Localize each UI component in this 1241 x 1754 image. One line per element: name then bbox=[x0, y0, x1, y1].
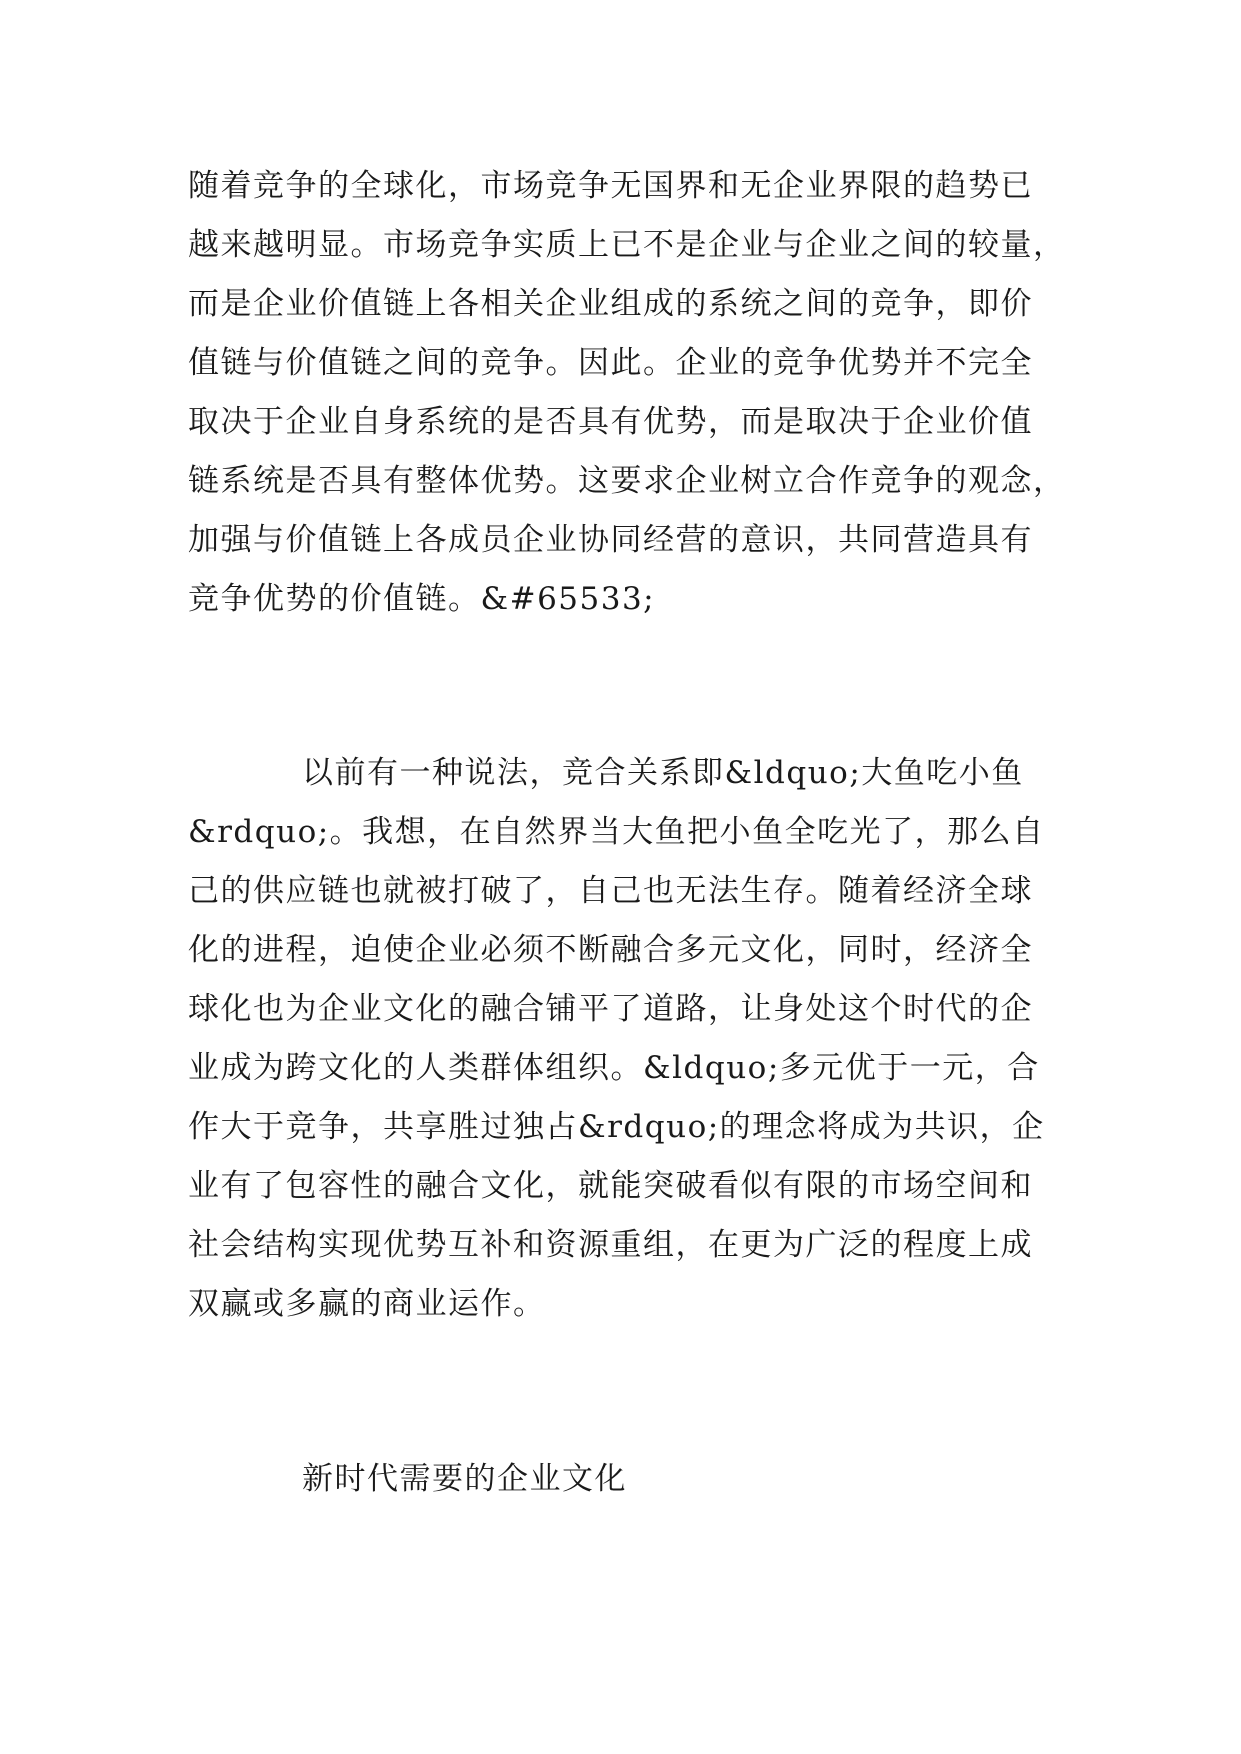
paragraph-2-line: 以前有一种说法，竞合关系即&ldquo;大鱼吃小鱼 bbox=[302, 755, 1024, 791]
paragraph-1-line: 而是企业价值链上各相关企业组成的系统之间的竞争，即价 bbox=[188, 286, 1033, 322]
paragraph-2-line: 作大于竞争，共享胜过独占&rdquo;的理念将成为共识，企 bbox=[188, 1109, 1045, 1145]
paragraph-1-line: 链系统是否具有整体优势。这要求企业树立合作竞争的观念， bbox=[188, 463, 1066, 499]
paragraph-2-line: 球化也为企业文化的融合铺平了道路，让身处这个时代的企 bbox=[188, 991, 1033, 1027]
paragraph-1-line: 取决于企业自身系统的是否具有优势，而是取决于企业价值 bbox=[188, 404, 1033, 440]
paragraph-2-line: 己的供应链也就被打破了，自己也无法生存。随着经济全球 bbox=[188, 873, 1033, 909]
paragraph-2-line: 化的进程，迫使企业必须不断融合多元文化，同时，经济全 bbox=[188, 932, 1033, 968]
paragraph-2-line: 业成为跨文化的人类群体组织。&ldquo;多元优于一元，合 bbox=[188, 1050, 1040, 1086]
section-heading: 新时代需要的企业文化 bbox=[302, 1461, 627, 1497]
paragraph-2-line: &rdquo;。我想，在自然界当大鱼把小鱼全吃光了，那么自 bbox=[188, 814, 1045, 850]
paragraph-1-line: 加强与价值链上各成员企业协同经营的意识，共同营造具有 bbox=[188, 522, 1033, 558]
paragraph-2-line: 社会结构实现优势互补和资源重组，在更为广泛的程度上成 bbox=[188, 1227, 1033, 1263]
paragraph-1-line: 越来越明显。市场竞争实质上已不是企业与企业之间的较量， bbox=[188, 227, 1066, 263]
paragraph-2-line: 业有了包容性的融合文化，就能突破看似有限的市场空间和 bbox=[188, 1168, 1033, 1204]
paragraph-1-line: 随着竞争的全球化，市场竞争无国界和无企业界限的趋势已 bbox=[188, 168, 1033, 204]
paragraph-2-line: 双赢或多赢的商业运作。 bbox=[188, 1286, 546, 1322]
paragraph-1-line: 值链与价值链之间的竞争。因此。企业的竞争优势并不完全 bbox=[188, 345, 1033, 381]
paragraph-1-line: 竞争优势的价值链。&#65533; bbox=[188, 581, 656, 617]
